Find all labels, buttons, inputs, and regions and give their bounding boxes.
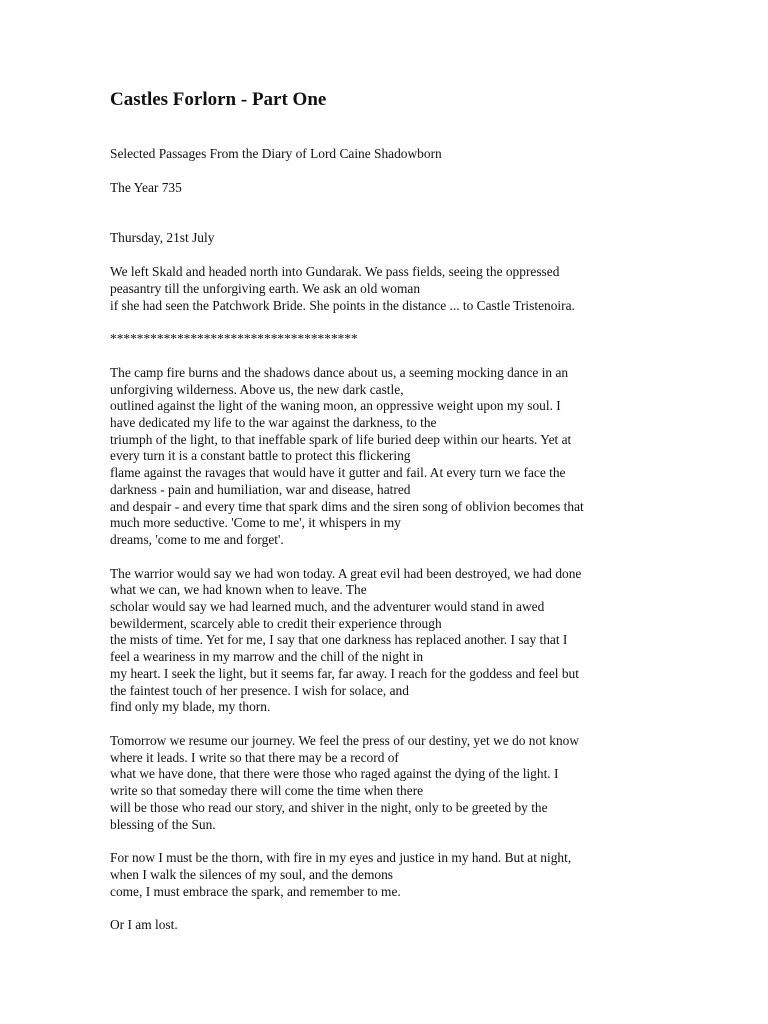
entry-date: Thursday, 21st July [110,230,215,246]
paragraph-line: much more seductive. 'Come to me', it whispers in my [110,515,401,531]
paragraph-line: ************************************* [110,331,358,347]
paragraph-line: feel a weariness in my marrow and the chill of the night in [110,649,424,665]
paragraph-line: and despair - and every time that spark dims and the siren song of oblivion becomes that [110,498,584,514]
paragraph-line: outlined against the light of the waning moon, an oppressive weight upon my soul. I [110,398,561,414]
paragraph-line: The camp fire burns and the shadows dance about us, a seeming mocking dance in an [110,364,569,380]
paragraph-line: write so that someday there will come the time when there [110,783,424,799]
paragraph-line: come, I must embrace the spark, and remember to me. [110,883,401,899]
paragraph-line: the mists of time. Yet for me, I say that one darkness has replaced another. I say that I [110,632,568,648]
paragraph-line: dreams, 'come to me and forget'. [110,531,284,547]
paragraph-line: triumph of the light, to that ineffable spark of life buried deep within our hearts. Yet at [110,431,572,447]
paragraph-line: have dedicated my life to the war against the darkness, to the [110,415,437,431]
paragraph-line: unforgiving wilderness. Above us, the new dark castle, [110,381,404,397]
paragraph-line: the faintest touch of her presence. I wish for solace, and [110,682,409,698]
diary-paragraph [110,733,670,833]
paragraph-line: For now I must be the thorn, with fire in my eyes and justice in my hand. But at night, [110,850,572,866]
diary-body [110,264,670,934]
document-title: Castles Forlorn - Part One [110,89,327,110]
paragraph-line: if she had seen the Patchwork Bride. She points in the distance ... to Castle Tristenoira. [110,297,575,313]
paragraph-line: The warrior would say we had won today. A great evil had been destroyed, we had done [110,565,582,581]
paragraph-line: find only my blade, my thorn. [110,699,271,715]
paragraph-line: what we can, we had known when to leave. The [110,582,367,598]
diary-paragraph [110,850,670,900]
paragraph-line: blessing of the Sun. [110,816,216,832]
section-divider [110,331,670,348]
paragraph-line: flame against the ravages that would have it gutter and fail. At every turn we face the [110,465,566,481]
diary-paragraph [110,917,670,934]
diary-year: The Year 735 [110,179,182,195]
paragraph-line: bewilderment, scarcely able to credit their experience through [110,615,442,631]
paragraph-line: Tomorrow we resume our journey. We feel the press of our destiny, yet we do not know [110,732,580,748]
paragraph-line: peasantry till the unforgiving earth. We ask an old woman [110,280,421,296]
diary-paragraph [110,566,670,716]
paragraph-line: every turn it is a constant battle to protect this flickering [110,448,411,464]
paragraph-line: when I walk the silences of my soul, and the demons [110,866,394,882]
paragraph-line: darkness - pain and humiliation, war and disease, hatred [110,481,411,497]
diary-paragraph [110,365,670,549]
paragraph-line: will be those who read our story, and shiver in the night, only to be greeted by the [110,799,548,815]
diary-paragraph [110,264,670,314]
paragraph-line: scholar would say we had learned much, and the adventurer would stand in awed [110,599,545,615]
document-subtitle: Selected Passages From the Diary of Lord Caine Shadowborn [110,146,442,161]
paragraph-line: my heart. I seek the light, but it seems far, far away. I reach for the goddess and feel but [110,665,579,681]
paragraph-line: what we have done, that there were those who raged against the dying of the light. I [110,766,559,782]
paragraph-line: We left Skald and headed north into Gundarak. We pass fields, seeing the oppressed [110,264,560,280]
paragraph-line: Or I am lost. [110,917,178,933]
document-page [110,88,670,934]
paragraph-line: where it leads. I write so that there may be a record of [110,749,399,765]
